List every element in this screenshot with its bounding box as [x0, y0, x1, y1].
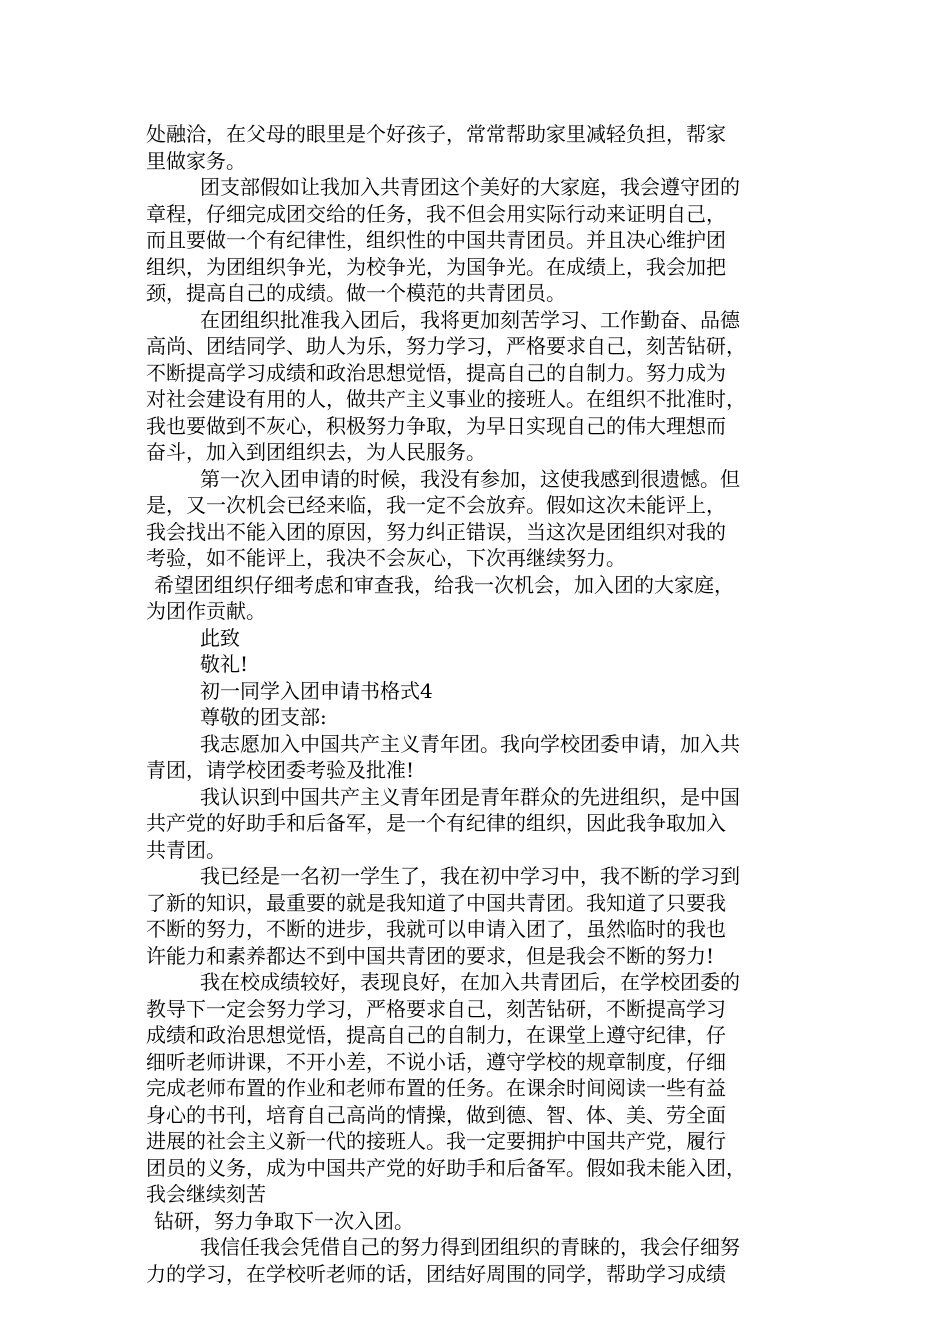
text-line: 青团，请学校团委考验及批准!	[146, 758, 415, 782]
text-line: 共青团。	[146, 837, 226, 862]
text-line: 第一次入团申请的时候，我没有参加，这使我感到很遗憾。但	[200, 466, 740, 491]
text-line: 身心的书刊，培育自己高尚的情操，做到德、智、体、美、劳全面	[146, 1102, 726, 1127]
text-line: 高尚、团结同学、助人为乐，努力学习，严格要求自己，刻苦钻研，	[146, 334, 746, 358]
text-line: 不断的努力，不断的进步，我就可以申请入团了，虽然临时的我也	[146, 917, 726, 941]
document-body	[146, 121, 810, 1287]
text-line: 我认识到中国共产主义青年团是青年群众的先进组织，是中国	[200, 784, 740, 809]
text-line: 为团作贡献。	[146, 599, 266, 623]
text-line: 教导下一定会努力学习，严格要求自己，刻苦钻研，不断提高学习	[146, 996, 726, 1021]
text-line: 我会找出不能入团的原因，努力纠正错误，当这次是团组织对我的	[146, 519, 726, 544]
text-line: 完成老师布置的作业和老师布置的任务。在课余时间阅读一些有益	[146, 1076, 726, 1100]
text-line: 了新的知识，最重要的就是我知道了中国共青团。我知道了只要我	[146, 890, 726, 915]
text-line: 希望团组织仔细考虑和审查我，给我一次机会，加入团的大家庭，	[154, 572, 734, 597]
text-line: 初一同学入团申请书格式4	[200, 678, 433, 703]
text-line: 我也要做到不灰心，积极努力争取，为早日实现自己的伟大理想而	[146, 413, 726, 438]
text-line: 团员的义务，成为中国共产党的好助手和后备军。假如我未能入团，	[146, 1155, 746, 1180]
text-line: 对社会建设有用的人，做共产主义事业的接班人。在组织不批准时，	[146, 387, 746, 411]
text-line: 处融洽，在父母的眼里是个好孩子，常常帮助家里减轻负担，帮家	[146, 122, 726, 146]
text-line: 颈，提高自己的成绩。做一个模范的共青团员。	[146, 281, 566, 305]
text-line: 共产党的好助手和后备军，是一个有纪律的组织，因此我争取加入	[146, 811, 726, 835]
text-line: 敬礼!	[200, 652, 249, 676]
text-line: 我志愿加入中国共产主义青年团。我向学校团委申请，加入共	[200, 731, 740, 756]
text-line: 许能力和素养都达不到中国共青团的要求，但是我会不断的努力!	[146, 943, 715, 968]
text-line: 章程，仔细完成团交给的任务，我不但会用实际行动来证明自己，	[146, 201, 726, 226]
text-line: 组织，为团组织争光，为校争光，为国争光。在成绩上，我会加把	[146, 254, 726, 279]
text-line: 钻研，努力争取下一次入团。	[154, 1208, 414, 1233]
text-line: 我会继续刻苦	[146, 1182, 266, 1206]
text-line: 细听老师讲课，不开小差，不说小话，遵守学校的规章制度，仔细	[146, 1049, 726, 1074]
text-line: 团支部假如让我加入共青团这个美好的大家庭，我会遵守团的	[200, 175, 740, 199]
text-line: 考验，如不能评上，我决不会灰心，下次再继续努力。	[146, 546, 626, 570]
text-line: 里做家务。	[146, 148, 246, 173]
text-line: 在团组织批准我入团后，我将更加刻苦学习、工作勤奋、品德	[200, 307, 740, 332]
text-line: 成绩和政治思想觉悟，提高自己的自制力，在课堂上遵守纪律，仔	[146, 1023, 726, 1047]
text-line: 我信任我会凭借自己的努力得到团组织的青睐的，我会仔细努	[200, 1235, 740, 1259]
text-line: 我已经是一名初一学生了，我在初中学习中，我不断的学习到	[200, 864, 740, 888]
text-line: 不断提高学习成绩和政治思想觉悟，提高自己的自制力。努力成为	[146, 360, 726, 385]
text-line: 我在校成绩较好，表现良好，在加入共青团后，在学校团委的	[200, 970, 740, 994]
text-line: 尊敬的团支部:	[200, 705, 327, 729]
text-line: 是，又一次机会已经来临，我一定不会放弃。假如这次未能评上，	[146, 493, 726, 517]
text-line: 此致	[200, 625, 240, 650]
text-line: 而且要做一个有纪律性，组织性的中国共青团员。并且决心维护团	[146, 228, 726, 252]
text-line: 力的学习，在学校听老师的话，团结好周围的同学，帮助学习成绩	[146, 1261, 726, 1286]
text-line: 进展的社会主义新一代的接班人。我一定要拥护中国共产党，履行	[146, 1129, 726, 1153]
text-line: 奋斗，加入到团组织去，为人民服务。	[146, 440, 486, 464]
